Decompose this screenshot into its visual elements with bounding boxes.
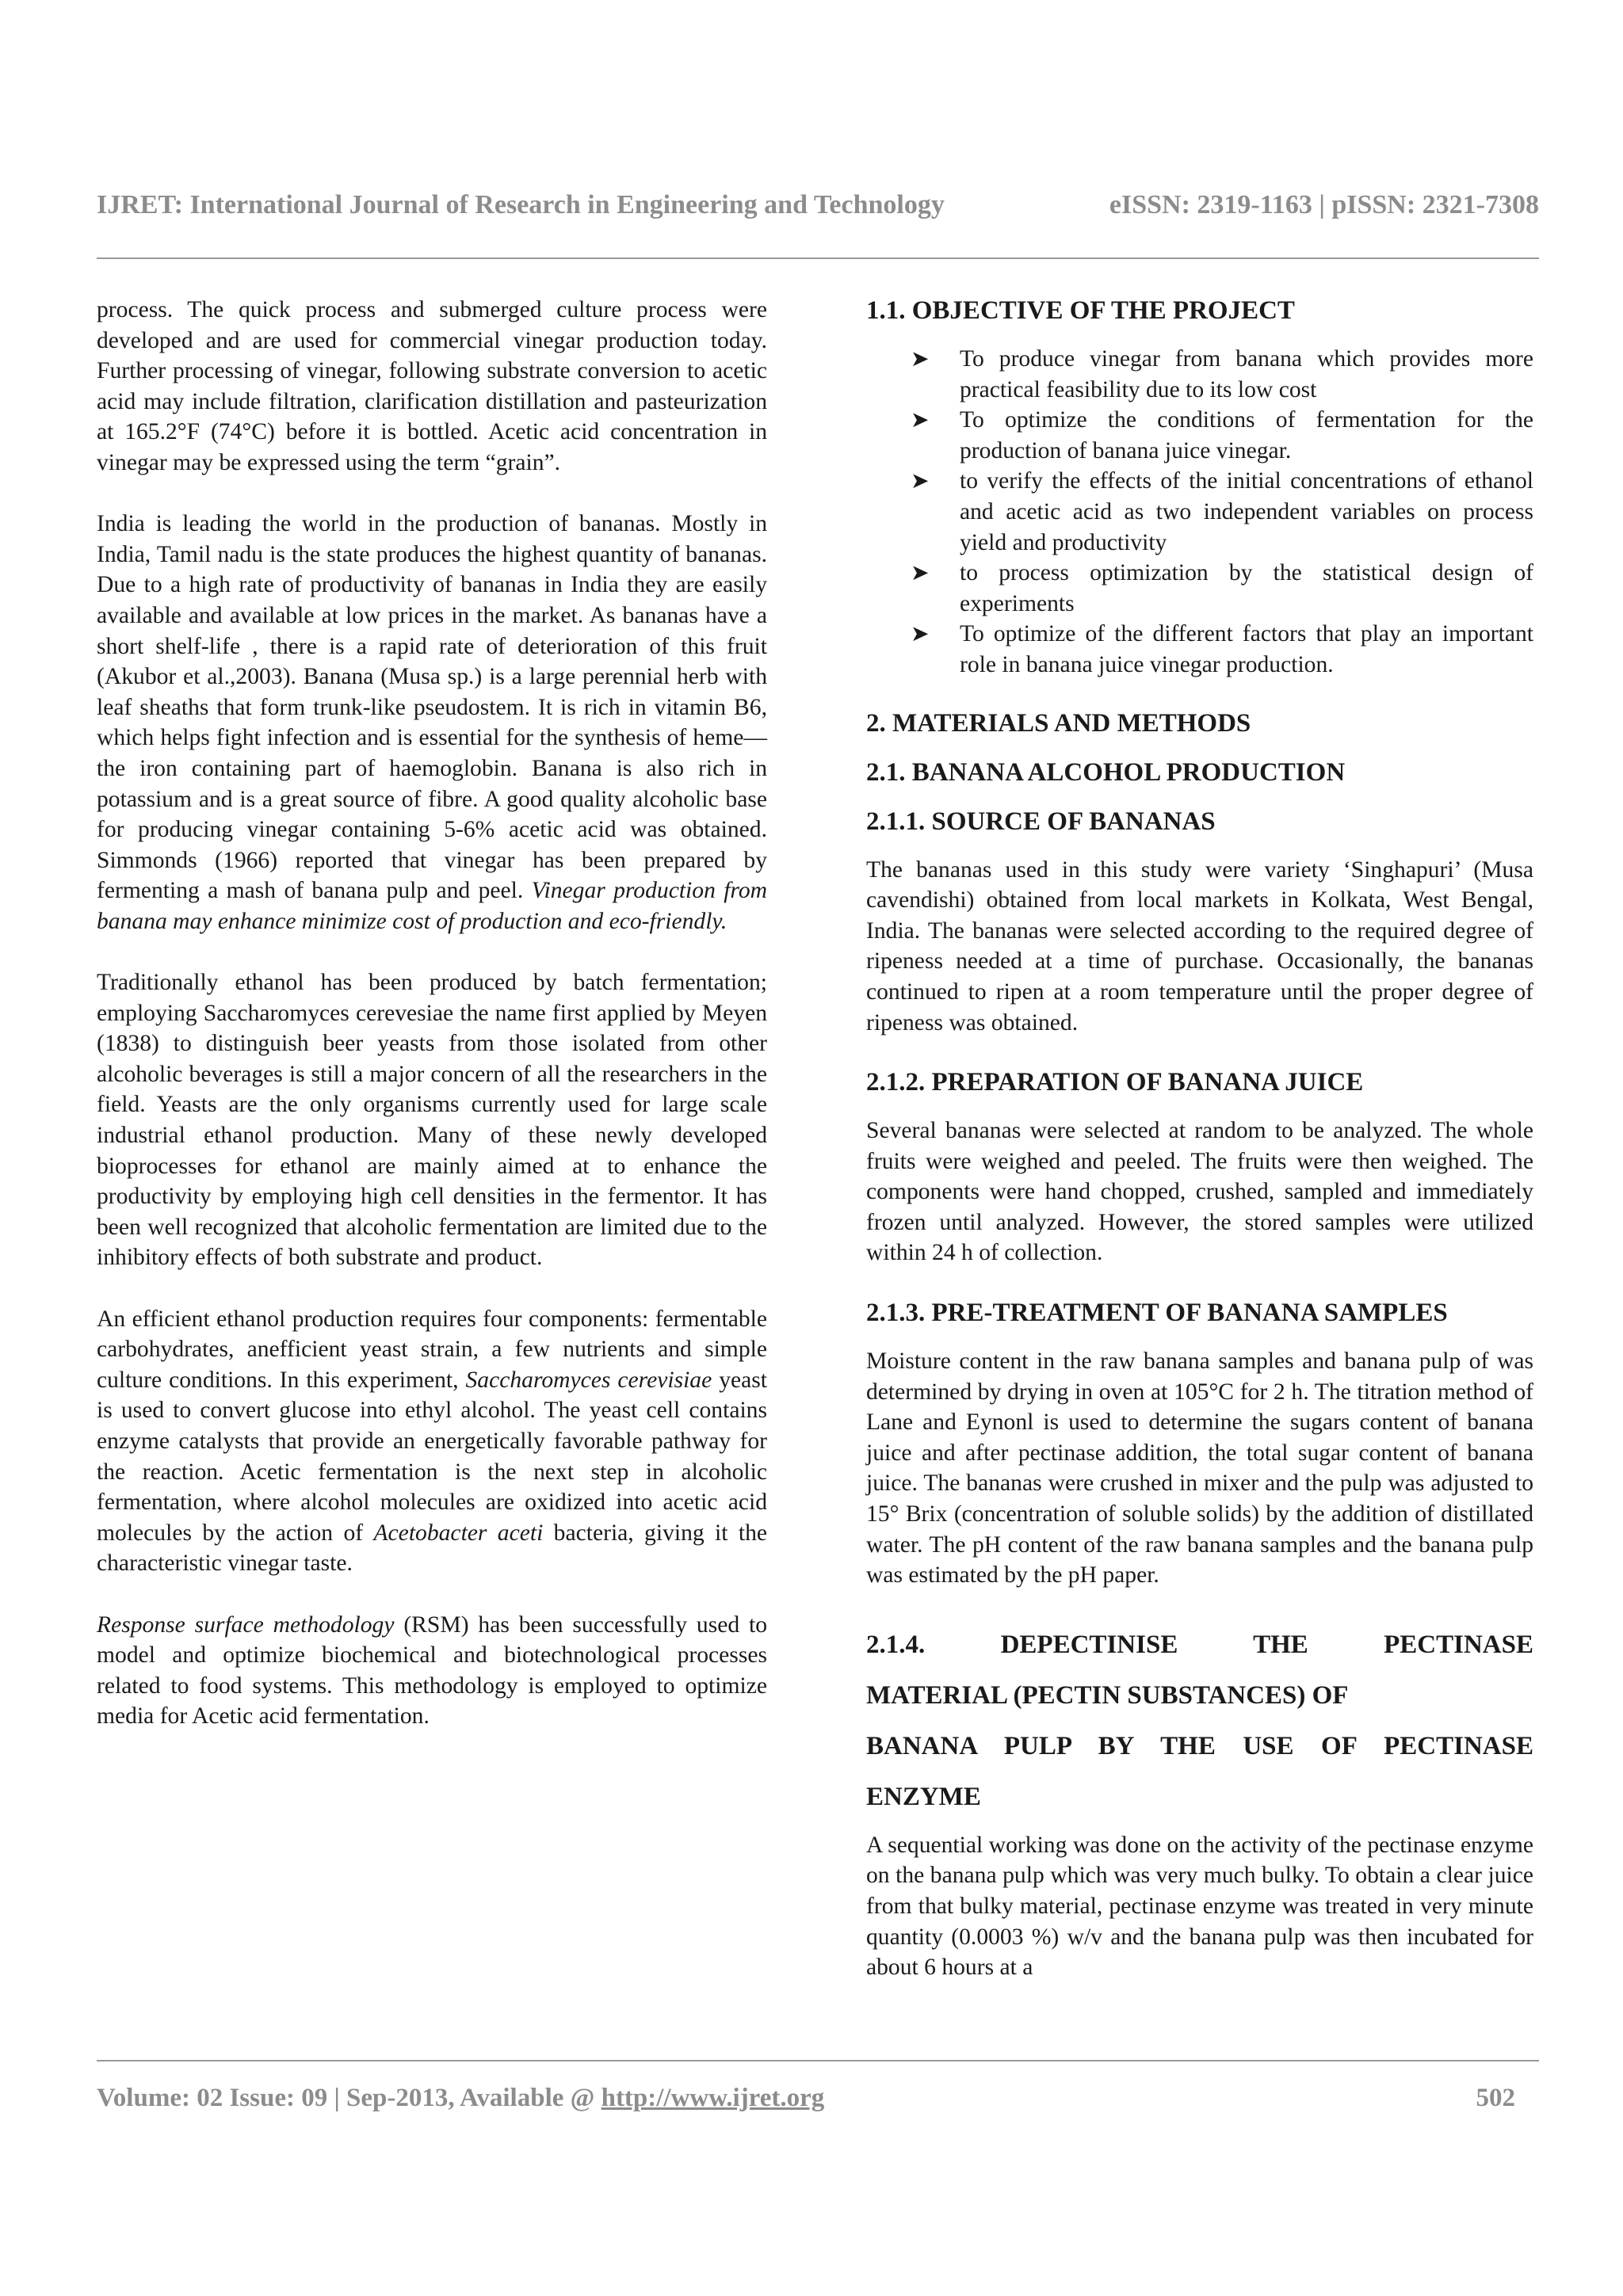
section-heading: 2.1. BANANA ALCOHOL PRODUCTION [866,757,1346,787]
term-italic: Response surface methodology [97,1611,395,1638]
list-item-text: To produce vinegar from banana which provides more practical feasibility due to its low cost [960,346,1533,402]
arrow-bullet-icon: ➤ [911,345,930,372]
volume-info [97,2084,824,2113]
paragraph [97,1304,767,1579]
paragraph: Traditionally ethanol has been produced by batch fermentation; employing Saccharomyces cerevesiae the name first applied by Meyen (1838) to distinguish beer yeasts from those isolated from other alcoholic beverages is still a major concern of all the researchers in the field. Yeasts are the only organisms currently used for large scale industrial ethanol production. Many of these newly developed bioprocesses for ethanol are mainly aimed at to enhance the productivity by employing high cell densities in the fermentor. It has been well recognized that alcoholic fermentation are limited due to the inhibitory effects of both substrate and product. [97,970,767,1271]
list-item [866,405,1533,466]
paragraph: The bananas used in this study were variety ‘Singhapuri’ (Musa cavendishi) obtained from local markets in Kolkata, West Bengal, India. The bananas were selected according to the required degree of ripeness needed at a time of purchase. Occasionally, the bananas continued to ripen at a room temperature until the proper degree of ripeness was obtained. [866,856,1533,1035]
journal-url-link[interactable]: http://www.ijret.org [601,2084,825,2112]
section-heading: 2.1.3. PRE-TREATMENT OF BANANA SAMPLES [866,1299,1448,1328]
heading-line: 2.1.4. DEPECTINISE THE PECTINASE [866,1630,1533,1659]
section-heading: 2.1.1. SOURCE OF BANANAS [866,807,1216,836]
section-heading-multiline [866,1619,1533,1822]
heading-line: MATERIAL (PECTIN SUBSTANCES) OF [866,1680,1349,1710]
left-column [97,295,767,1763]
objective-list [866,344,1533,681]
list-item-text: to verify the effects of the initial concentrations of ethanol and acetic acid as two independent variables on process yield and productivity [960,468,1533,555]
paragraph-italic-text: Vinegar production from banana may enhance minimize cost of production and eco-friendly. [97,878,768,934]
issn-label: eISSN: 2319-1163 | pISSN: 2321-7308 [1109,190,1539,219]
species-name: Saccharomyces cerevisiae [465,1367,712,1393]
paragraph: Moisture content in the raw banana samples and banana pulp of was determined by drying in oven at 105°C for 2 h. The titration method of Lane and Eynonl is used to determine the sugars content of banana juice and after pectinase addition, the total sugar content of banana juice. The bananas were crushed in mixer and the pulp was adjusted to 15° Brix (concentration of soluble solids) by the addition of distillated water. The pH content of the raw banana samples and the banana pulp was estimated by the pH paper. [866,1348,1533,1589]
section-heading: 2.1.2. PREPARATION OF BANANA JUICE [866,1068,1364,1097]
footer-rule [97,2060,1539,2061]
list-item [866,619,1533,680]
arrow-bullet-icon: ➤ [911,406,930,433]
list-item [866,344,1533,405]
arrow-bullet-icon: ➤ [911,620,930,647]
paragraph-text: bacteria, giving it the characteristic vinegar taste. [97,1520,767,1577]
arrow-bullet-icon: ➤ [911,467,930,494]
section-heading: 1.1. OBJECTIVE OF THE PROJECT [866,296,1295,325]
paragraph-text: yeast is used to convert glucose into ethyl alcohol. The yeast cell contains enzyme catalysts that provide an energetically favorable pathway for the reaction. Acetic fermentation is the next step in alcoholic fermentation, where alcohol molecules are oxidized into acetic acid molecules by the action of [97,1367,767,1546]
heading-line: ENZYME [866,1782,981,1811]
paragraph-text: (RSM) has been successfully used to model and optimize biochemical and biotechnological processes related to food systems. This methodology is employed to optimize media for Acetic acid fermentation. [97,1611,768,1730]
species-name: Acetobacter aceti [373,1520,544,1546]
journal-title: IJRET: International Journal of Research in Engineering and Technology [97,190,945,219]
header-rule [97,257,1539,259]
page-number: 502 [1476,2084,1515,2112]
paragraph: A sequential working was done on the activity of the pectinase enzyme on the banana pulp which was very much bulky. To obtain a clear juice from that bulky material, pectinase enzyme was treated in very minute quantity (0.0003 %) w/v and the banana pulp was then incubated for about 6 hours at a [866,1832,1533,1981]
paragraph-text: India is leading the world in the production of bananas. Mostly in India, Tamil nadu is the state produces the highest quantity of bananas. Due to a high rate of productivity of bananas in India they are easily available and available at low prices in the market. As bananas have a short shelf-life , there is a rapid rate of deterioration of this fruit (Akubor et al.,2003). Banana (Musa sp.) is a large perennial herb with leaf sheaths that form trunk-like pseudostem. It is rich in vitamin B6, which helps fight infection and is essential for the synthesis of heme—the iron containing part of haemoglobin. Banana is also rich in potassium and is a great source of fibre. A good quality alcoholic base for producing vinegar containing 5-6% acetic acid was obtained. Simmonds (1966) reported that vinegar has been prepared by fermenting a mash of banana pulp and peel. [97,511,767,904]
list-item-text: To optimize the conditions of fermentation for the production of banana juice vinegar. [960,407,1533,463]
paragraph: Several bananas were selected at random to be analyzed. The whole fruits were weighed and peeled. The fruits were then weighed. The components were hand chopped, crushed, sampled and immediately frozen until analyzed. However, the stored samples were utilized within 24 h of collection. [866,1118,1533,1266]
right-column [866,295,1533,2012]
volume-text: Volume: 02 Issue: 09 | Sep-2013, Available @ [97,2084,595,2112]
list-item [866,466,1533,558]
paragraph [97,1610,767,1732]
list-item [866,558,1533,619]
heading-line: BANANA PULP BY THE USE OF PECTINASE [866,1731,1533,1760]
paragraph-text: An efficient ethanol production requires four components: fermentable carbohydrates, anefficient yeast strain, a few nutrients and simple culture conditions. In this experiment, [97,1306,767,1393]
list-item-text: To optimize of the different factors that play an important role in banana juice vinegar production. [960,621,1533,677]
list-item-text: to process optimization by the statistical design of experiments [960,560,1533,616]
arrow-bullet-icon: ➤ [911,559,930,586]
paragraph: process. The quick process and submerged culture process were developed and are used for commercial vinegar production today. Further processing of vinegar, following substrate conversion to acetic acid may include filtration, clarification distillation and pasteurization at 165.2°F (74°C) before it is bottled. Acetic acid concentration in vinegar may be expressed using the term “grain”. [97,297,767,475]
section-heading: 2. MATERIALS AND METHODS [866,708,1251,738]
paragraph [97,509,767,936]
